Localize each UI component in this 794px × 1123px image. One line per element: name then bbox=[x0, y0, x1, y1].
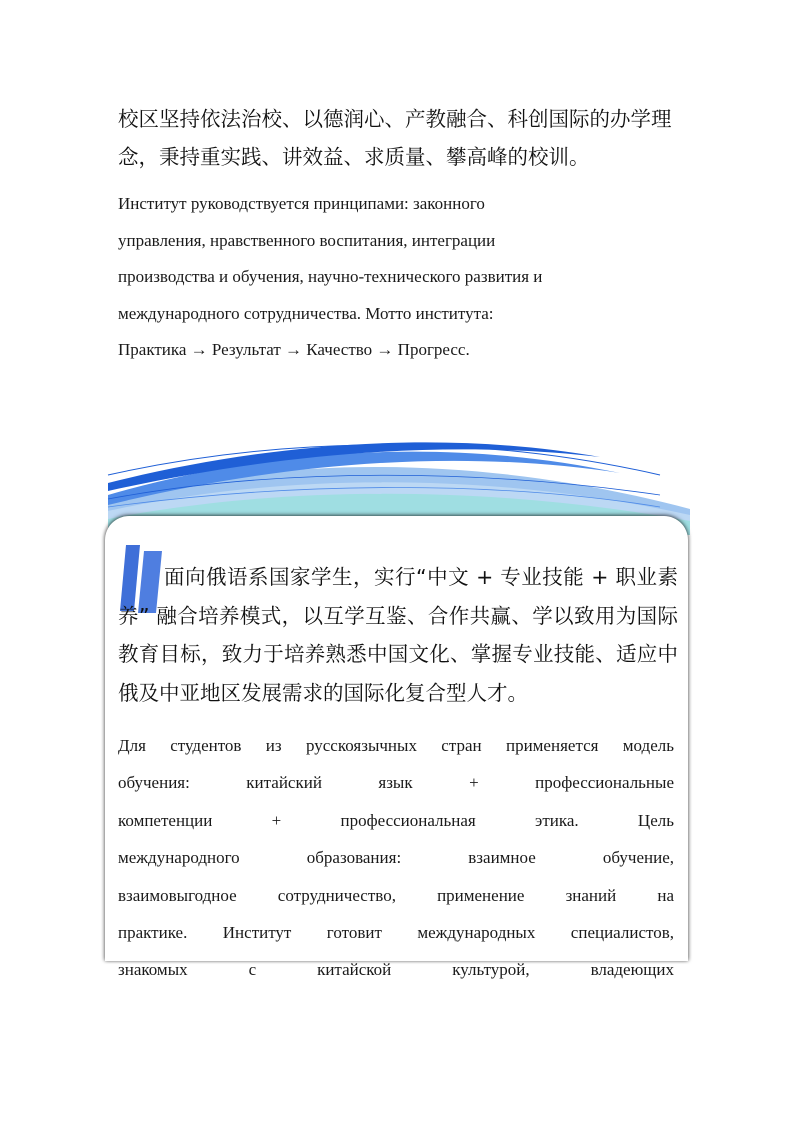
mission-ru-line: практике. Институт готовит международных специалистов, bbox=[118, 923, 674, 943]
intro-ru-line: Институт руководствуется принципами: законного bbox=[118, 194, 485, 213]
intro-ru-line: международного сотрудничества. Мотто института: bbox=[118, 303, 494, 323]
mission-ru-line: обучения: китайский язык + профессиональные bbox=[118, 773, 674, 793]
mission-ru-line: Для студентов из русскоязычных стран применяется модель bbox=[118, 736, 674, 755]
intro-ru-line: производства и обучения, научно-технического развития и bbox=[118, 267, 543, 287]
mission-chinese-paragraph: 面向俄语系国家学生，实行“中文 + 专业技能 + 职业素养” 融合培养模式，以互学互鉴、合作共赢、学以致用为国际教育目标，致力于培养熟悉中国文化、掌握专业技能、适应中俄及中亚地区发展需求的国际化复合型人才。 bbox=[118, 565, 678, 706]
mission-ru-line: международного образования: взаимное обучение, bbox=[118, 848, 674, 868]
mission-russian-paragraph bbox=[118, 727, 674, 1027]
mission-ru-line: компетенции + профессиональная этика. Цель bbox=[118, 810, 674, 830]
intro-russian-paragraph bbox=[118, 186, 678, 369]
intro-ru-line: Практика → Результат → Качество → Прогресс. bbox=[118, 340, 470, 360]
mission-ru-line: знакомых с китайской культурой, владеющих bbox=[118, 960, 674, 980]
intro-chinese-paragraph: 校区坚持依法治校、以德润心、产教融合、科创国际的办学理念，秉持重实践、讲效益、求质量、攀高峰的校训。 bbox=[118, 107, 672, 169]
intro-ru-line: управления, нравственного воспитания, интеграции bbox=[118, 230, 496, 250]
mission-ru-line: взаимовыгодное сотрудничество, применение знаний на bbox=[118, 885, 674, 905]
